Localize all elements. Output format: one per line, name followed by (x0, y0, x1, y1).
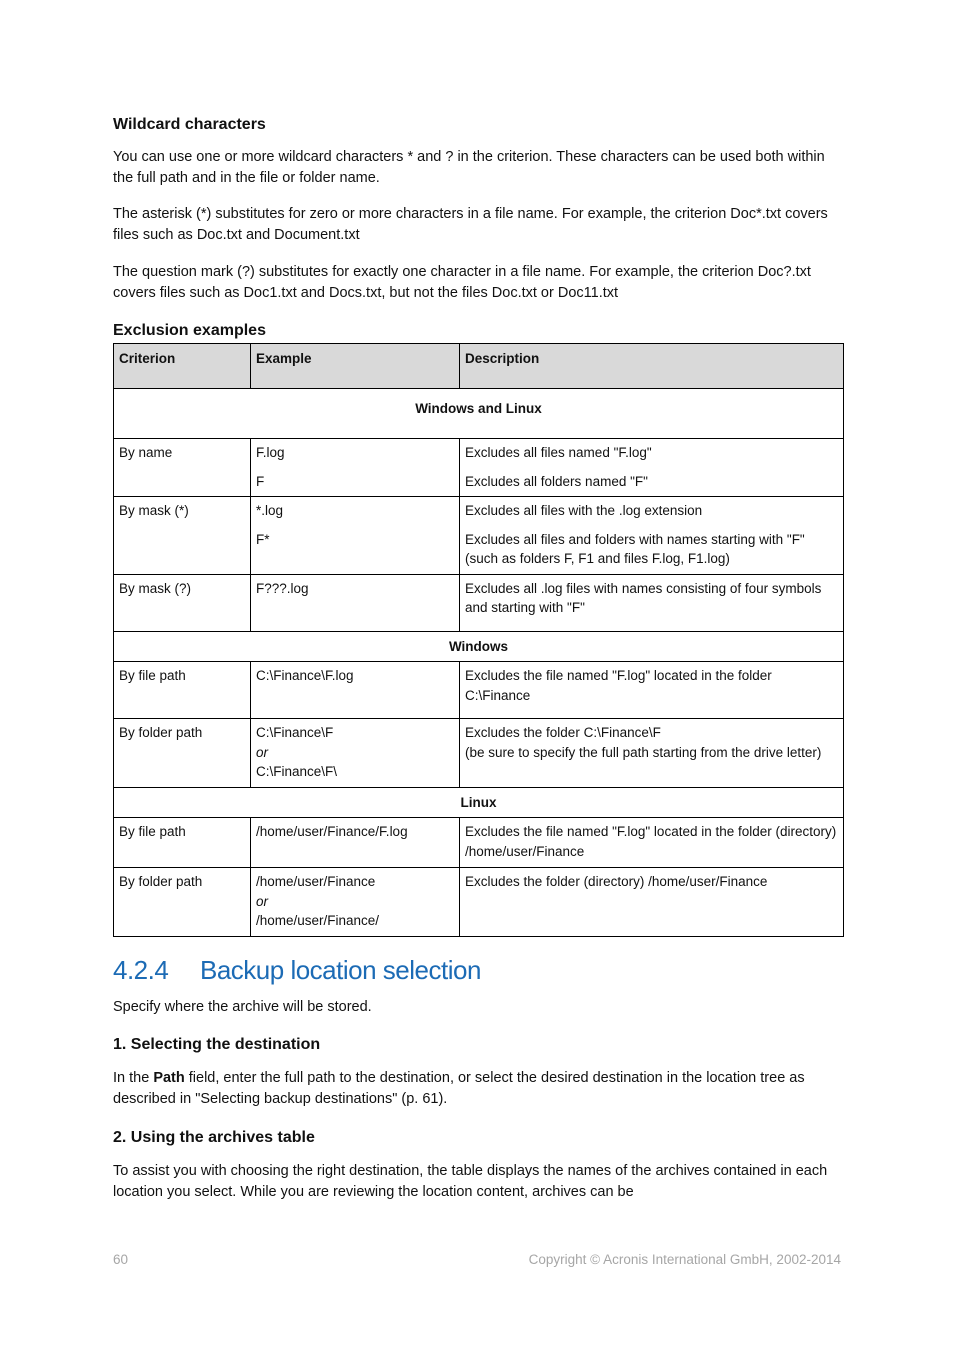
page-footer (113, 1252, 841, 1267)
description-cell (460, 719, 844, 788)
table-row (114, 574, 844, 631)
example-cell (251, 818, 460, 868)
description-text: (be sure to specify the full path starting from the drive letter) (465, 744, 822, 760)
criterion-cell: By mask (*) (114, 497, 251, 575)
copyright-text: Copyright © Acronis International GmbH, 2002-2014 (528, 1252, 841, 1267)
example-text: F (256, 473, 265, 489)
section-number: 4.2.4 (113, 955, 169, 985)
criterion-cell: By file path (114, 662, 251, 719)
example-text: *.log (256, 503, 284, 518)
example-text: C:\Finance\F (256, 725, 334, 740)
criterion-cell: By folder path (114, 868, 251, 937)
group-windows: Windows (114, 631, 844, 662)
exclusion-table (113, 343, 844, 937)
table-header-row (114, 344, 844, 389)
table-row (114, 719, 844, 788)
description-text: Excludes the folder C:\Finance\F (465, 725, 661, 740)
example-or-text: or (256, 893, 269, 909)
example-text: /home/user/Finance (256, 874, 376, 889)
path-bold-text: Path (153, 1070, 185, 1086)
table-row (114, 818, 844, 868)
example-text: F.log (256, 445, 285, 460)
header-example: Example (251, 344, 460, 389)
example-cell (251, 719, 460, 788)
description-text: Excludes all folders named "F" (465, 473, 648, 489)
group-row (114, 631, 844, 662)
criterion-cell: By file path (114, 818, 251, 868)
header-criterion: Criterion (114, 344, 251, 389)
description-cell (460, 818, 844, 868)
section-intro: Specify where the archive will be stored. (113, 999, 372, 1015)
group-row (114, 389, 844, 439)
subsection-heading-1: 1. Selecting the destination (113, 1036, 321, 1053)
description-text: Excludes all files and folders with names starting with "F" (such as folders F, F1 and files F.log, F1.log) (465, 531, 805, 566)
exclusion-heading: Exclusion examples (113, 322, 266, 339)
table-row (114, 868, 844, 937)
example-cell (251, 497, 460, 575)
group-row (114, 787, 844, 818)
page-number: 60 (113, 1252, 129, 1267)
header-description: Description (460, 344, 844, 389)
criterion-cell: By mask (?) (114, 574, 251, 631)
group-linux: Linux (114, 787, 844, 818)
section-title-text: Backup location selection (200, 955, 481, 985)
table-row (114, 497, 844, 575)
group-windows-and-linux: Windows and Linux (114, 389, 844, 439)
wildcard-paragraph-3: The question mark (?) substitutes for exactly one character in a file name. For example, the criterion Doc?.txt covers files such as Doc1.txt and Docs.txt, but not the files Doc.txt or Doc11.txt (113, 264, 811, 301)
example-text: C:\Finance\F\ (256, 764, 338, 779)
example-cell (251, 439, 460, 497)
paragraph-suffix: field, enter the full path to the destination, or select the desired destination in the location tree as described in "Selecting backup destinations" (p. 61). (113, 1070, 805, 1107)
wildcard-heading: Wildcard characters (113, 116, 266, 133)
subsection-paragraph-1 (113, 1068, 843, 1110)
example-text: F* (256, 531, 270, 547)
subsection-heading-2: 2. Using the archives table (113, 1129, 315, 1146)
description-cell (460, 574, 844, 631)
example-cell (251, 868, 460, 937)
example-or-text: or (256, 744, 269, 760)
example-cell (251, 574, 460, 631)
description-cell (460, 497, 844, 575)
description-cell (460, 868, 844, 937)
description-text: Excludes all files named "F.log" (465, 445, 652, 460)
wildcard-paragraph-1: You can use one or more wildcard characters * and ? in the criterion. These characters can be used both within the full path and in the file or folder name. (113, 149, 825, 186)
subsection-paragraph-2: To assist you with choosing the right destination, the table displays the names of the archives contained in each location you select. While you are reviewing the location content, archives can be (113, 1163, 828, 1200)
criterion-cell: By folder path (114, 719, 251, 788)
example-text: F???.log (256, 580, 309, 596)
section-title (113, 955, 481, 986)
description-cell (460, 662, 844, 719)
table-row (114, 439, 844, 497)
description-text: Excludes all files with the .log extension (465, 503, 703, 518)
description-text: Excludes the file named "F.log" located in the folder C:\Finance (465, 668, 772, 703)
example-text: /home/user/Finance/ (256, 913, 380, 928)
description-cell (460, 439, 844, 497)
description-text: Excludes the file named "F.log" located in the folder (directory) /home/user/Finance (465, 824, 837, 859)
description-text: Excludes all .log files with names consisting of four symbols and starting with "F" (465, 580, 822, 615)
description-text: Excludes the folder (directory) /home/user/Finance (465, 874, 768, 889)
table-row (114, 662, 844, 719)
example-cell (251, 662, 460, 719)
criterion-cell: By name (114, 439, 251, 497)
wildcard-paragraph-2: The asterisk (*) substitutes for zero or more characters in a file name. For example, the criterion Doc*.txt covers files such as Doc.txt and Document.txt (113, 206, 828, 243)
paragraph-prefix: In the (113, 1070, 154, 1086)
example-text: C:\Finance\F.log (256, 668, 354, 683)
example-text: /home/user/Finance/F.log (256, 824, 408, 839)
